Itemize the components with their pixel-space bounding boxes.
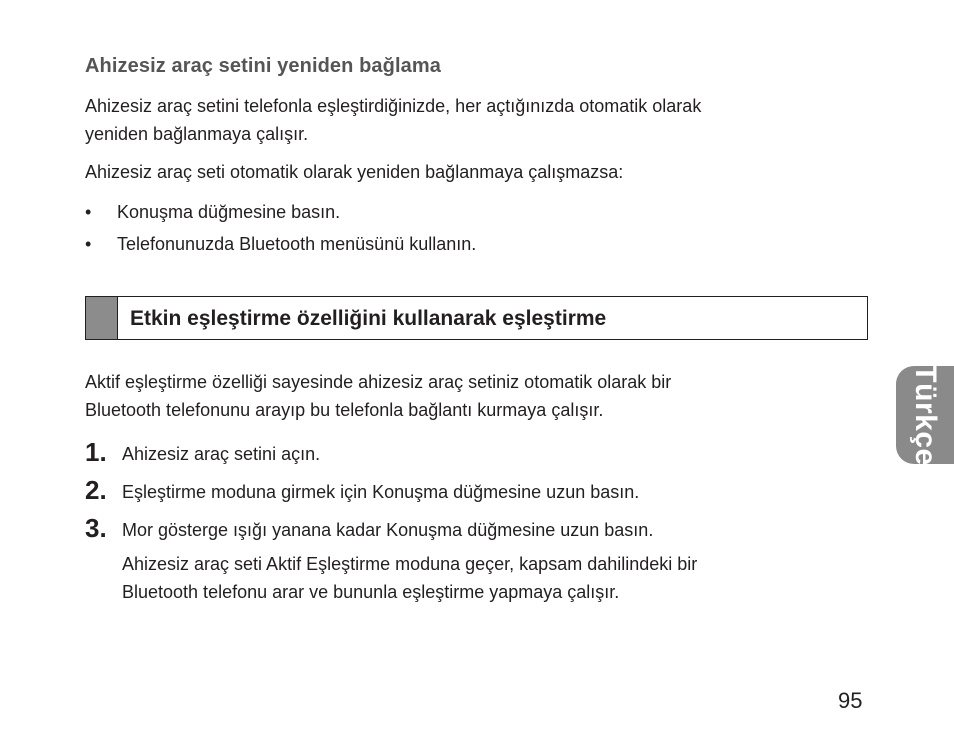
paragraph-line: yeniden bağlanmaya çalışır. xyxy=(85,124,309,144)
bullet-item-talk-button xyxy=(85,198,340,226)
section-title-box xyxy=(85,296,868,340)
bullet-item-bluetooth-menu xyxy=(85,230,476,258)
step-number-2: 2. xyxy=(85,475,107,505)
language-tab-label: Türkçe xyxy=(909,364,942,466)
step-text-3: Mor gösterge ışığı yanana kadar Konuşma düğmesine uzun basın. xyxy=(122,520,654,540)
step-number-3: 3. xyxy=(85,513,107,543)
section-title-marker xyxy=(86,297,118,339)
section-title-active-pairing: Etkin eşleştirme özelliğini kullanarak eşleştirme xyxy=(130,307,607,330)
step-number-1: 1. xyxy=(85,437,107,467)
language-side-tab xyxy=(896,366,954,464)
paragraph-active-pairing-intro xyxy=(85,368,845,424)
paragraph-line: Aktif eşleştirme özelliği sayesinde ahizesiz araç setiniz otomatik olarak bir xyxy=(85,372,672,392)
bullet-text: Telefonunuzda Bluetooth menüsünü kullanın. xyxy=(117,234,477,254)
paragraph-line: Bluetooth telefonunu arayıp bu telefonla bağlantı kurmaya çalışır. xyxy=(85,400,604,420)
note-line: Ahizesiz araç seti Aktif Eşleştirme moduna geçer, kapsam dahilindeki bir xyxy=(122,554,698,574)
note-line: Bluetooth telefonu arar ve bununla eşleştirme yapmaya çalışır. xyxy=(122,582,620,602)
bullet-marker: • xyxy=(85,202,92,222)
step-3-note xyxy=(122,550,697,606)
section-heading-reconnect: Ahizesiz araç setini yeniden bağlama xyxy=(85,55,441,77)
bullet-text: Konuşma düğmesine basın. xyxy=(117,202,341,222)
step-text-2: Eşleştirme moduna girmek için Konuşma düğmesine uzun basın. xyxy=(122,482,640,502)
paragraph-reconnect-auto xyxy=(85,92,845,148)
step-text-1: Ahizesiz araç setini açın. xyxy=(122,444,321,464)
bullet-marker: • xyxy=(85,234,92,254)
paragraph-line: Ahizesiz araç setini telefonla eşleştirdiğinizde, her açtığınızda otomatik olarak xyxy=(85,96,702,116)
page-number: 95 xyxy=(838,688,863,713)
paragraph-reconnect-failed: Ahizesiz araç seti otomatik olarak yeniden bağlanmaya çalışmazsa: xyxy=(85,162,624,182)
